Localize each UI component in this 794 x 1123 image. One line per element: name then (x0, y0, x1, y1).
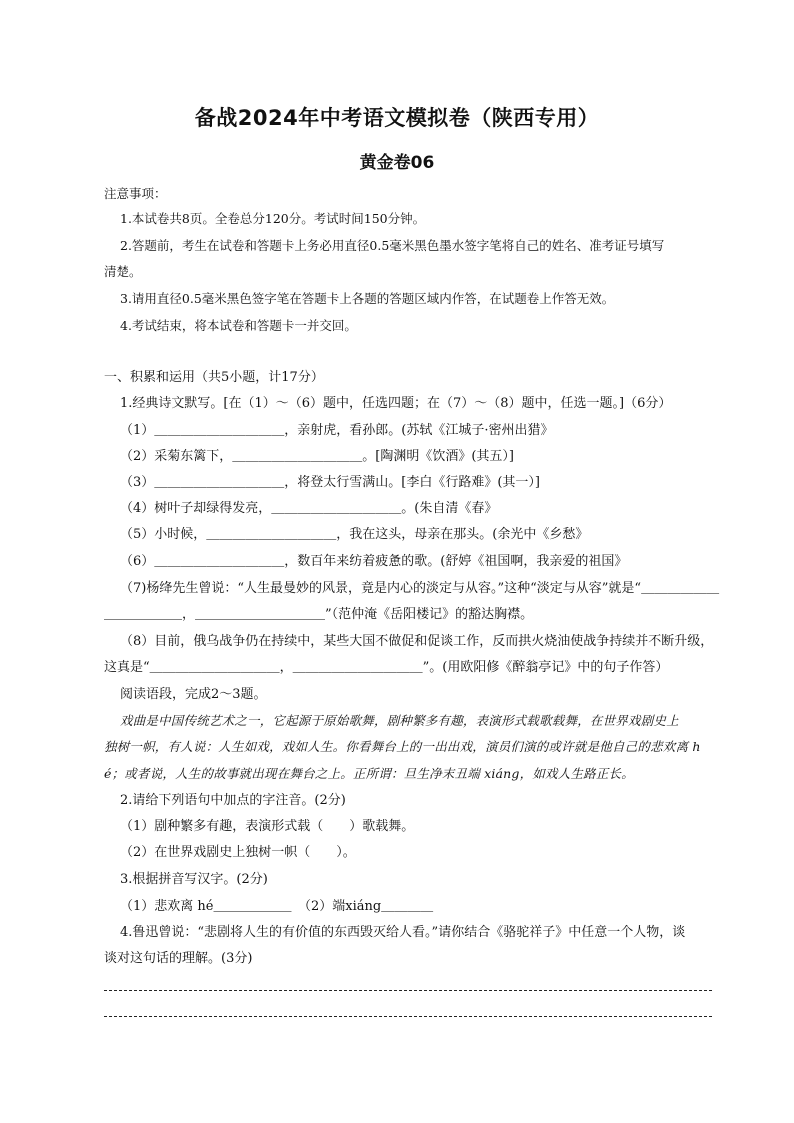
question-1-8: （8）目前，俄乌战争仍在持续中，某些大国不做促和促谈工作，反而拱火烧油使战争持续并不断升级， (120, 634, 714, 649)
question-3: 3.根据拼音写汉字。(2分) (120, 872, 268, 887)
question-2-item: （1）剧种繁多有趣，表演形式载（ ）歌载舞。 (120, 819, 415, 834)
question-4: 4.鲁迅曾说：“悲剧将人生的有价值的东西毁灭给人看。”请你结合《骆驼祥子》中任意一个人物，谈 (120, 925, 686, 940)
reading-passage-line: 独树一帜，有人说：人生如戏，戏如人生。你看舞台上的一出出戏，演员们演的或许就是他自己的悲欢离 h (104, 739, 701, 754)
notice-label: 注意事项： (104, 186, 167, 201)
question-2: 2.请给下列语句中加点的字注音。(2分) (120, 793, 346, 808)
question-4-cont: 谈对这句话的理解。(3分) (104, 951, 253, 966)
question-2-item: （2）在世界戏剧史上独树一帜（ ）。 (120, 845, 356, 860)
question-1-item: （2）采菊东篱下，＿＿＿＿＿＿＿＿＿＿。[陶渊明《饮酒》(其五）] (120, 449, 514, 464)
notice-item: 3.请用直径0.5毫米黑色签字笔在答题卡上各题的答题区域内作答，在试题卷上作答无效。 (120, 291, 615, 306)
answer-line[interactable] (104, 990, 712, 991)
page-subtitle: 黄金卷06 (359, 153, 435, 173)
notice-item: 4.考试结束，将本试卷和答题卡一并交回。 (120, 318, 357, 333)
reading-passage-line: é；或者说，人生的故事就出现在舞台之上。正所谓：旦生净末丑端 xiáng，如戏人生路正长。 (104, 766, 634, 781)
answer-line[interactable] (104, 1016, 712, 1017)
question-1-item: （3）＿＿＿＿＿＿＿＿＿＿，将登太行雪满山。[李白《行路难》(其一）] (120, 475, 540, 490)
reading-intro: 阅读语段，完成2～3题。 (120, 687, 267, 702)
question-1-item: （1）＿＿＿＿＿＿＿＿＿＿，亲射虎，看孙郎。(苏轼《江城子·密州出猎》 (120, 423, 554, 438)
notice-item: 1.本试卷共8页。全卷总分120分。考试时间150分钟。 (120, 211, 426, 226)
question-1-intro: 1.经典诗文默写。[在（1）～（6）题中，任选四题；在（7）～（8）题中，任选一题。]（6分） (120, 396, 672, 411)
question-3-items: （1）悲欢离 hé＿＿＿＿＿＿ （2）端xiáng＿＿＿＿ (120, 899, 434, 914)
question-1-8-cont: 这真是“＿＿＿＿＿＿＿＿＿＿，＿＿＿＿＿＿＿＿＿＿”。(用欧阳修《醉翁亭记》中的句子作答） (104, 660, 669, 675)
reading-passage-line: 戏曲是中国传统艺术之一，它起源于原始歌舞，剧种繁多有趣，表演形式载歌载舞，在世界戏剧史上 (120, 713, 679, 728)
notice-item: 2.答题前，考生在试卷和答题卡上务必用直径0.5毫米黑色墨水签字笔将自己的姓名、准考证号填写 (120, 238, 665, 253)
question-1-7: （7)杨绛先生曾说：“人生最曼妙的风景，竟是内心的淡定与从容。”这种“淡定与从容”就是“＿＿＿＿＿＿ (120, 581, 720, 596)
page-title: 备战2024年中考语文模拟卷（陕西专用） (194, 106, 600, 130)
question-1-item: （4）树叶子却绿得发亮，＿＿＿＿＿＿＿＿＿＿。(朱自清《春》 (120, 501, 498, 516)
question-1-7-cont: ＿＿＿＿＿＿，＿＿＿＿＿＿＿＿＿＿”（范仲淹《岳阳楼记》的豁达胸襟。 (104, 607, 534, 622)
question-1-item: （6）＿＿＿＿＿＿＿＿＿＿，数百年来纺着疲惫的歌。(舒婷《祖国啊，我亲爱的祖国》 (120, 554, 628, 569)
section-heading: 一、积累和运用（共5小题，计17分） (104, 370, 324, 385)
question-1-item: （5）小时候，＿＿＿＿＿＿＿＿＿＿，我在这头，母亲在那头。(余光中《乡愁》 (120, 527, 589, 542)
notice-item: 清楚。 (104, 264, 142, 279)
